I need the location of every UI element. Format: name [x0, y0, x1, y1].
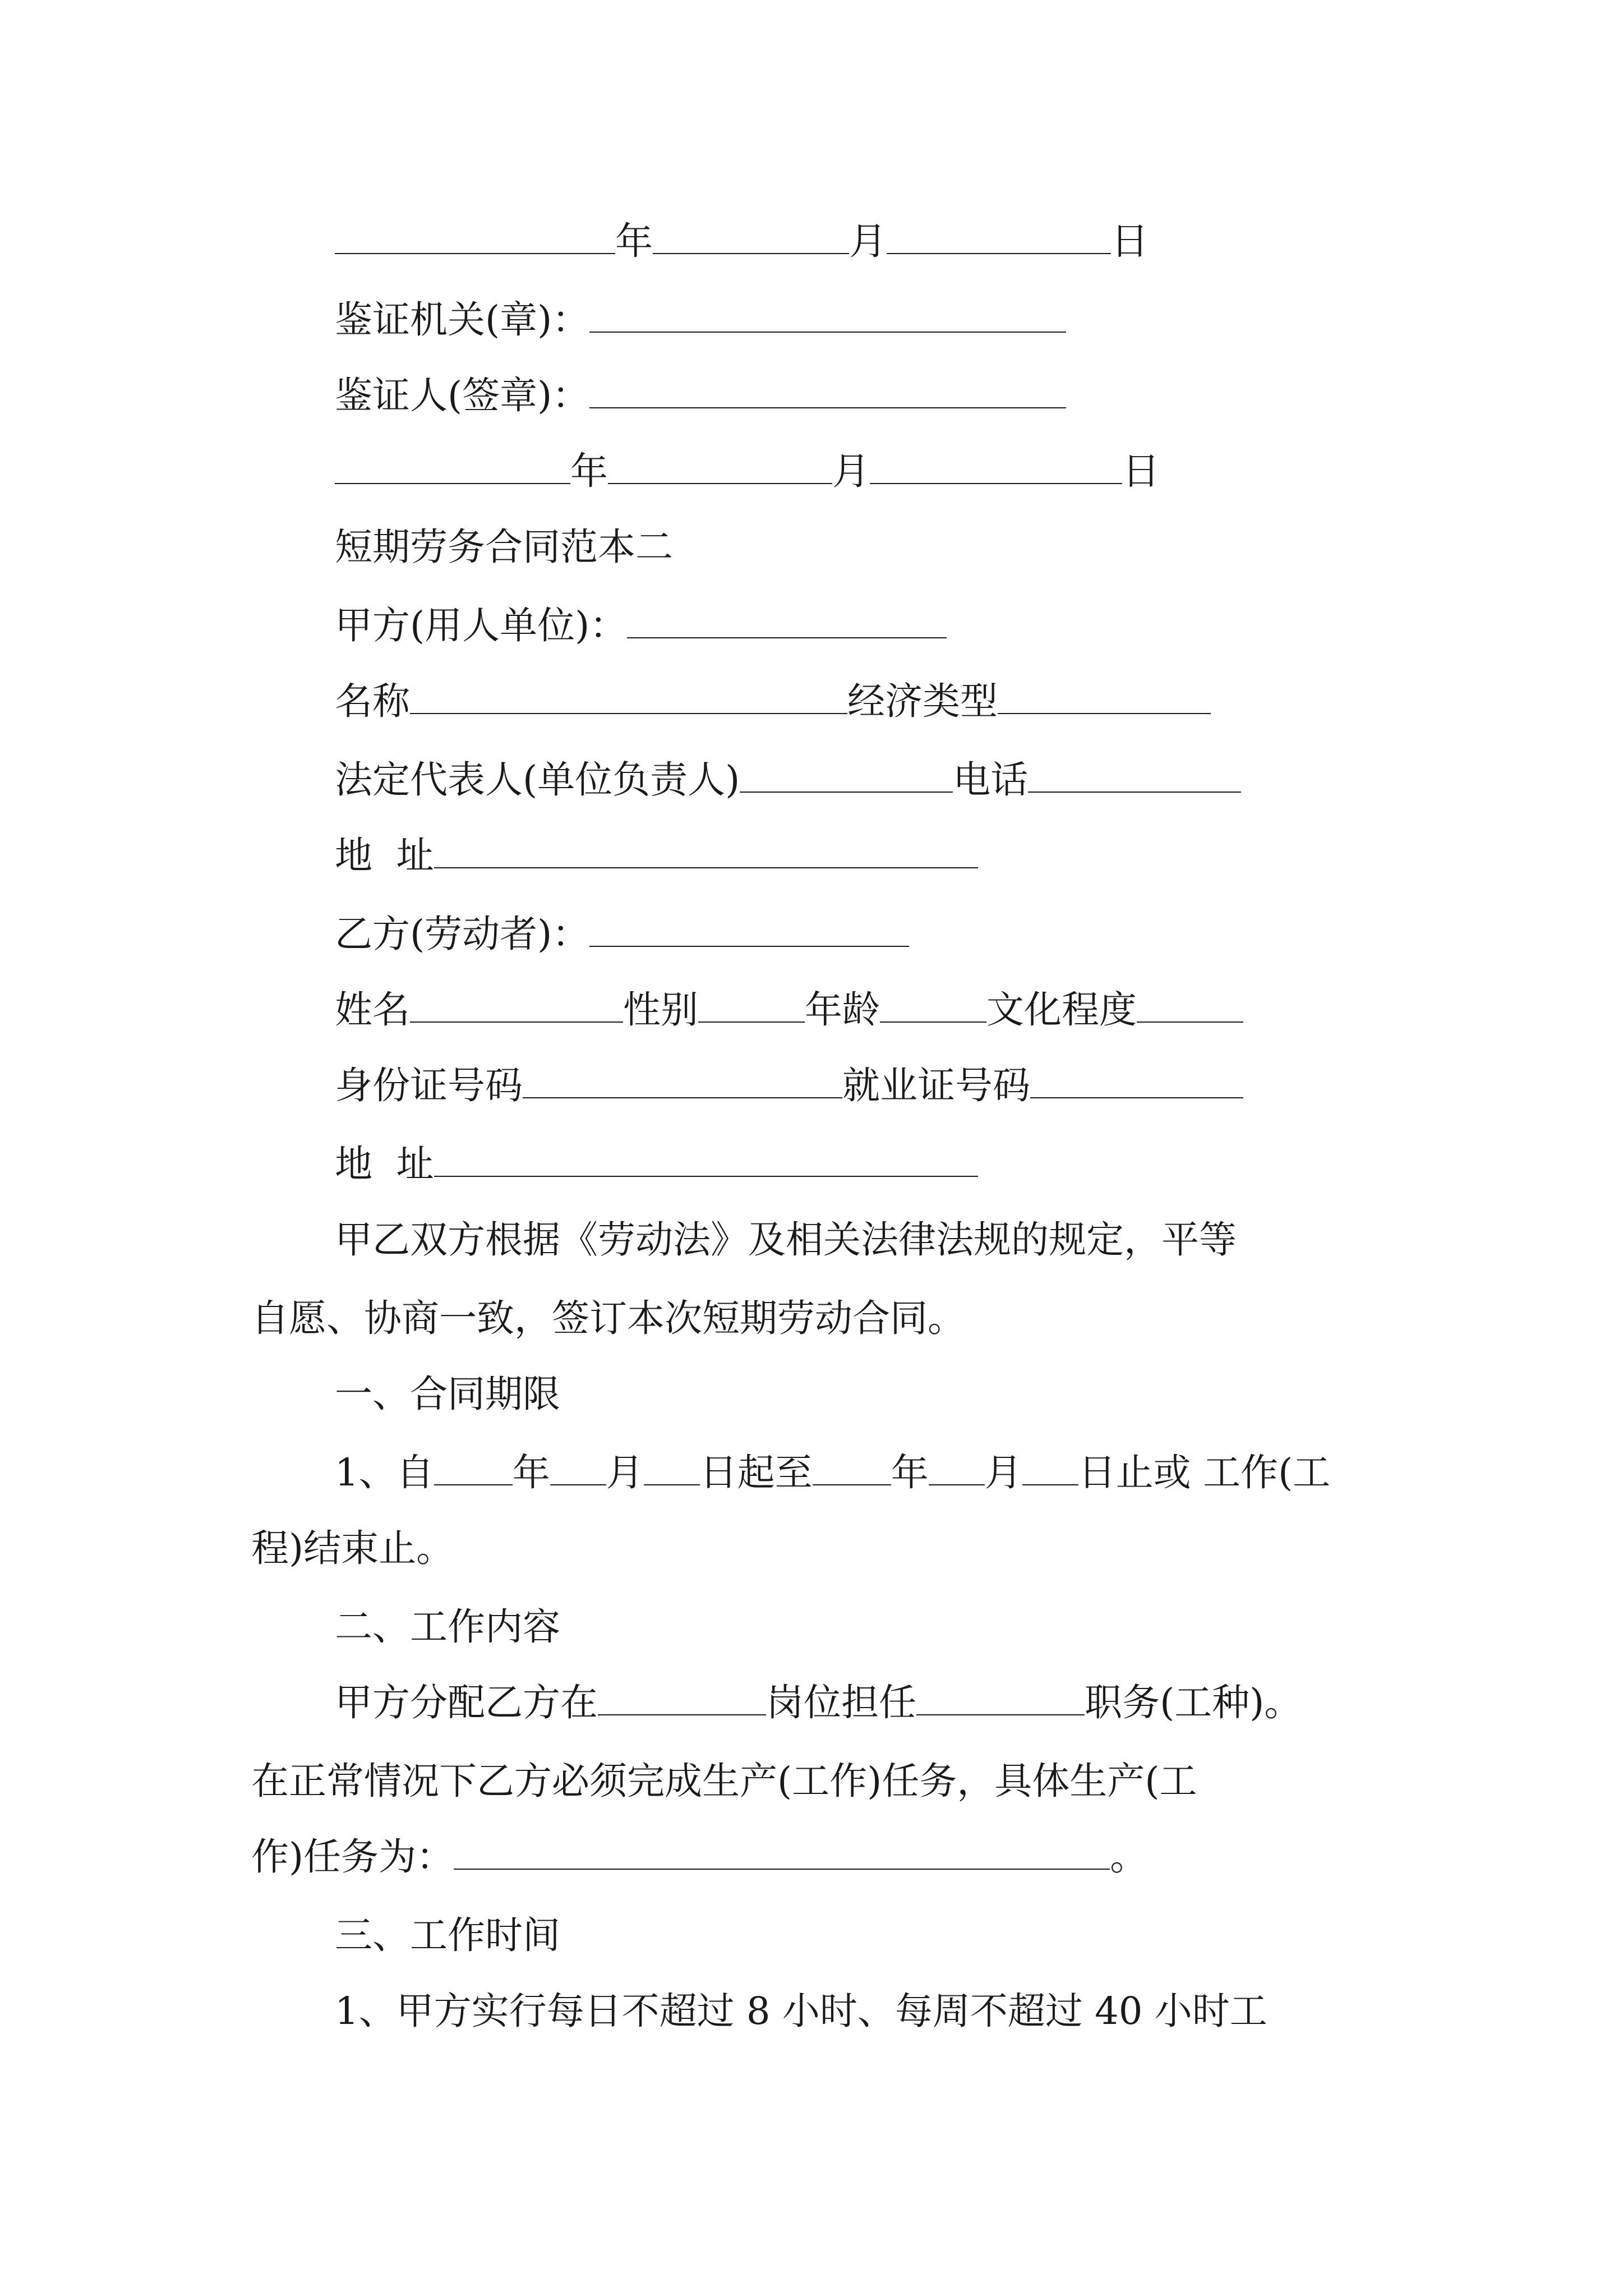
term-line-2: 程)结束止。: [251, 1526, 454, 1570]
end-month-label: 月: [984, 1451, 1022, 1494]
date-line-1: [335, 213, 1149, 269]
id-number-blank[interactable]: [523, 1064, 842, 1098]
address-b-line: [335, 1136, 978, 1192]
company-name-label: 名称: [335, 679, 410, 723]
year-label-2: 年: [570, 449, 608, 493]
hours-line-1: 1、甲方实行每日不超过 8 小时、每周不超过 40 小时工: [335, 1989, 1267, 2033]
person-name-label: 姓名: [335, 988, 410, 1032]
name-type-line: [335, 673, 1211, 729]
authority-blank[interactable]: [589, 298, 1066, 333]
phone-label: 电话: [953, 758, 1029, 802]
position-label: 岗位担任: [766, 1681, 916, 1724]
authority-line: [335, 292, 1066, 348]
start-month-label: 月: [606, 1451, 644, 1494]
work-line-3: [251, 1829, 1147, 1885]
end-year-blank[interactable]: [813, 1451, 891, 1485]
gender-blank[interactable]: [698, 988, 805, 1023]
day-label-2: 日: [1122, 449, 1160, 493]
address-b-label: 地 址: [335, 1142, 434, 1186]
date-line-2: [335, 443, 1160, 499]
day-blank-2[interactable]: [870, 449, 1122, 484]
duty-label: 职务(工种)。: [1085, 1681, 1302, 1724]
authority-label: 鉴证机关(章)：: [335, 298, 590, 342]
gender-label: 性别: [623, 988, 698, 1032]
employment-cert-label: 就业证号码: [842, 1064, 1030, 1107]
day-blank[interactable]: [887, 219, 1111, 254]
day-label: 日: [1111, 219, 1149, 263]
intro-line-2: 自愿、协商一致，签订本次短期劳动合同。: [251, 1296, 965, 1340]
employment-cert-blank[interactable]: [1030, 1064, 1243, 1098]
party-b-line: [335, 906, 909, 962]
year-blank-2[interactable]: [335, 449, 570, 484]
party-a-label: 甲方(用人单位)：: [335, 604, 628, 647]
verifier-line: [335, 367, 1066, 424]
task-blank[interactable]: [454, 1835, 1110, 1870]
address-a-blank[interactable]: [434, 834, 978, 868]
section-3-heading: 三、工作时间: [335, 1913, 560, 1957]
end-day-label: 日止或 工作(工: [1078, 1451, 1331, 1494]
economic-type-label: 经济类型: [847, 679, 998, 723]
economic-type-blank[interactable]: [998, 679, 1211, 714]
person-name-blank[interactable]: [410, 988, 623, 1023]
address-b-blank[interactable]: [434, 1142, 978, 1177]
party-b-blank[interactable]: [589, 912, 909, 947]
party-b-label: 乙方(劳动者)：: [335, 912, 590, 956]
start-month-blank[interactable]: [550, 1451, 606, 1485]
representative-label: 法定代表人(单位负责人): [335, 758, 740, 802]
start-day-blank[interactable]: [644, 1451, 700, 1485]
end-month-blank[interactable]: [929, 1451, 985, 1485]
year-label: 年: [615, 219, 653, 263]
rep-phone-line: [335, 752, 1241, 808]
end-year-label: 年: [891, 1451, 929, 1494]
term-prefix: 1、自: [335, 1451, 434, 1494]
section-1-heading: 一、合同期限: [335, 1372, 560, 1416]
id-number-label: 身份证号码: [335, 1064, 523, 1107]
month-label: 月: [849, 219, 887, 263]
company-name-blank[interactable]: [410, 679, 847, 714]
year-blank[interactable]: [335, 219, 615, 254]
start-year-label: 年: [512, 1451, 550, 1494]
end-day-blank[interactable]: [1022, 1451, 1078, 1485]
term-line-1: [335, 1444, 1330, 1501]
task-label: 作)任务为：: [251, 1835, 454, 1879]
address-a-label: 地 址: [335, 834, 434, 877]
start-year-blank[interactable]: [434, 1451, 513, 1485]
section-title: 短期劳务合同范本二: [335, 525, 673, 569]
month-blank[interactable]: [653, 219, 849, 254]
address-a-line: [335, 827, 978, 884]
age-blank[interactable]: [880, 988, 986, 1023]
position-blank[interactable]: [598, 1681, 766, 1715]
section-2-heading: 二、工作内容: [335, 1605, 560, 1649]
task-end: 。: [1110, 1835, 1148, 1879]
intro-line-1: 甲乙双方根据《劳动法》及相关法律法规的规定，平等: [335, 1218, 1237, 1262]
work-assign-label: 甲方分配乙方在: [335, 1681, 598, 1724]
education-label: 文化程度: [986, 988, 1137, 1032]
work-line-1: [335, 1674, 1302, 1731]
representative-blank[interactable]: [740, 758, 953, 793]
work-line-2: 在正常情况下乙方必须完成生产(工作)任务，具体生产(工: [251, 1759, 1197, 1803]
education-blank[interactable]: [1137, 988, 1243, 1023]
phone-blank[interactable]: [1028, 758, 1241, 793]
party-a-line: [335, 597, 947, 654]
ids-line: [335, 1057, 1243, 1114]
start-day-label: 日起至: [699, 1451, 813, 1494]
age-label: 年龄: [805, 988, 880, 1032]
verifier-blank[interactable]: [589, 374, 1066, 408]
month-blank-2[interactable]: [608, 449, 832, 484]
person-line: [335, 982, 1243, 1038]
party-a-blank[interactable]: [627, 604, 947, 638]
duty-blank[interactable]: [916, 1681, 1085, 1715]
month-label-2: 月: [832, 449, 870, 493]
verifier-label: 鉴证人(签章)：: [335, 374, 590, 417]
